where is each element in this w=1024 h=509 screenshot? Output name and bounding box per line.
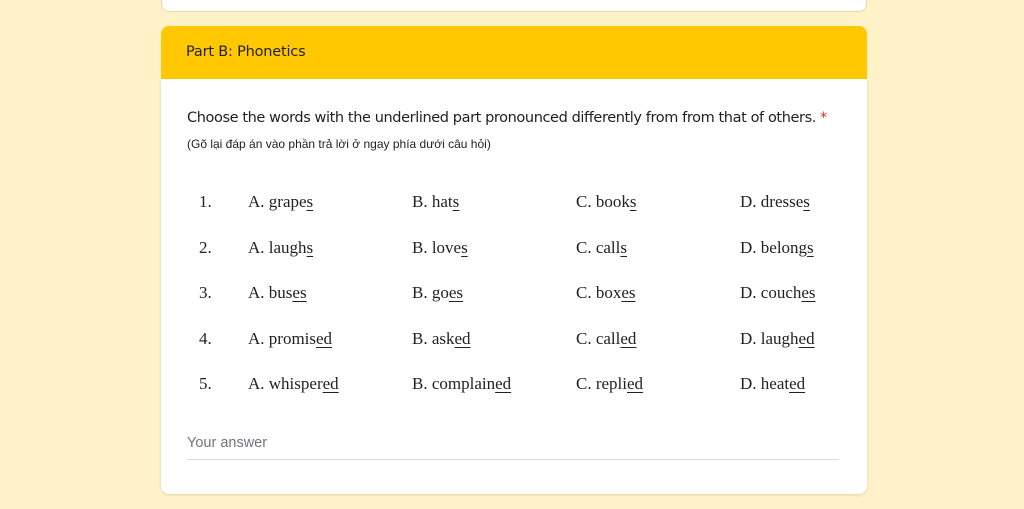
option-d: D. dresses [740,192,810,211]
section-title: Part B: Phonetics [186,44,306,60]
section-header [161,26,867,79]
option-a: A. laughs [248,237,314,257]
previous-card [161,0,867,12]
option-d: D. heated [740,374,806,393]
row-number: 5. [199,374,212,393]
option-b: B. complained [412,374,512,393]
question-note: (Gõ lại đáp án vào phần trả lời ở ngay phía dưới câu hỏi) [187,137,491,151]
option-c: C. boxes [576,283,636,302]
option-a: A. buses [248,283,307,302]
row-number: 3. [199,283,212,302]
option-c: C. calls [576,237,628,257]
table-row [161,326,867,372]
question-card [161,79,867,494]
answer-input[interactable] [187,433,839,460]
option-b: B. asked [412,328,471,348]
table-row [161,235,867,281]
option-a: A. whispered [248,374,339,393]
option-d: D. couches [740,283,816,302]
option-d: D. laughed [740,328,815,348]
question-title [187,110,827,126]
question-title-text: Choose the words with the underlined part pronounced differently from from that of others. [187,110,816,126]
option-a: A. promised [248,328,333,348]
table-row [161,189,867,235]
option-c: C. replied [576,374,644,393]
option-c: C. books [576,192,637,211]
option-b: B. hats [412,192,460,211]
options-table [161,189,867,417]
option-c: C. called [576,328,637,348]
option-b: B. loves [412,237,468,257]
option-a: A. grapes [248,192,314,211]
table-row [161,280,867,326]
table-row [161,371,867,417]
option-b: B. goes [412,283,464,302]
option-d: D. belongs [740,237,814,257]
row-number: 2. [199,237,212,257]
row-number: 4. [199,328,212,348]
required-asterisk: * [819,110,827,126]
row-number: 1. [199,192,212,211]
